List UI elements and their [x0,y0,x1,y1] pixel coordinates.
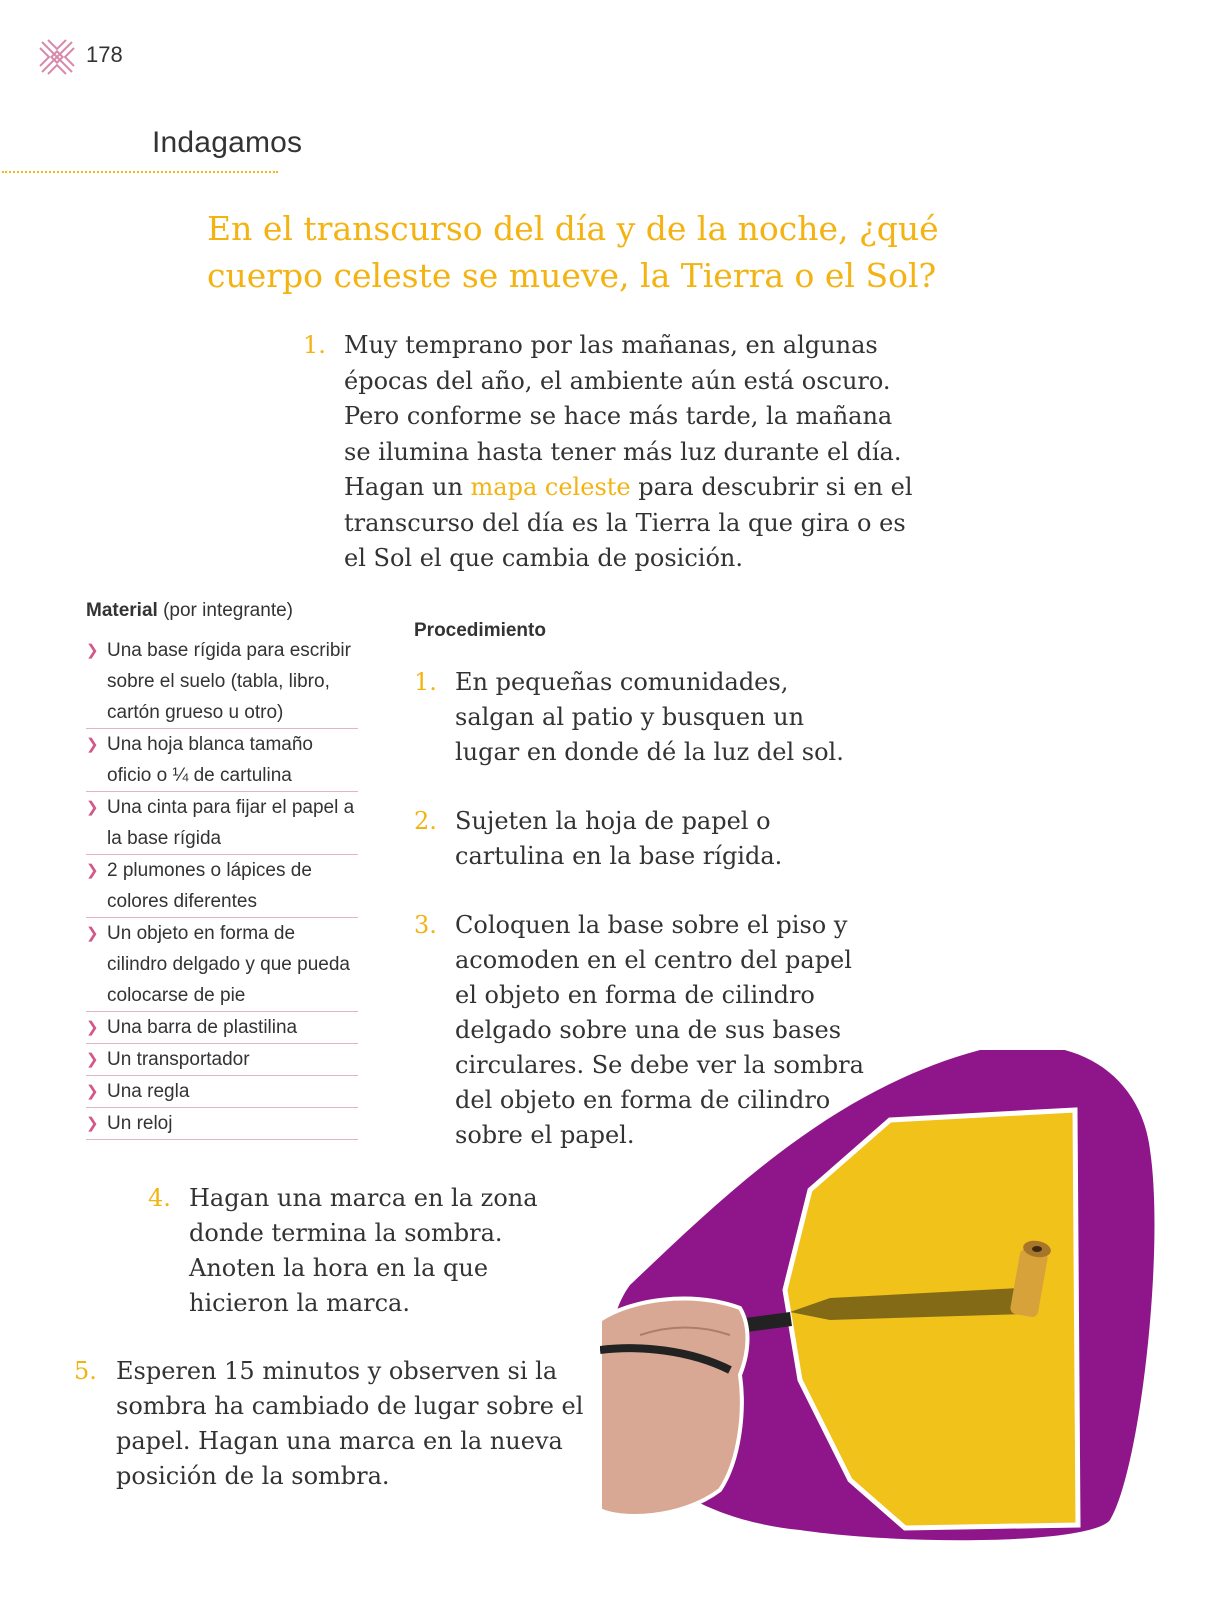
material-text: Un transportador [107,1049,250,1070]
step-number: 5. [74,1357,97,1385]
list-item [86,1108,358,1140]
step-number: 3. [414,911,437,939]
materials-heading [86,600,358,622]
intro-text-after: para descubrir si en el transcurso del día es la Tierra la que gira o es el Sol el que cambia de posición. [344,473,913,572]
procedure-step [74,1354,594,1494]
chevron-right-icon: ❯ [86,1115,99,1132]
chevron-right-icon: ❯ [86,642,99,659]
section-divider [2,171,278,173]
list-item [86,635,358,729]
material-text: 2 plumones o lápices de colores diferentes [107,860,312,912]
list-item [86,1076,358,1108]
intro-step-text [344,328,913,577]
chevron-right-icon: ❯ [86,1083,99,1100]
material-text: Una regla [107,1081,190,1102]
list-item [86,855,358,918]
step-number: 4. [148,1184,171,1212]
step-text: Coloquen la base sobre el piso y acomoden en el centro del papel el objeto en forma de cilindro delgado sobre una de sus bases circulares. Se debe ver la sombra del objeto en forma de cilindro sobre el papel. [455,911,864,1149]
intro-step-number: 1. [303,331,326,359]
procedure-heading: Procedimiento [414,620,546,641]
chevron-right-icon: ❯ [86,1051,99,1068]
list-item [86,792,358,855]
step-text: Hagan una marca en la zona donde termina la sombra. Anoten la hora en la que hicieron la marca. [189,1184,538,1317]
step-text: Esperen 15 minutos y observen si la sombra ha cambiado de lugar sobre el papel. Hagan una marca en la nueva posición de la sombra. [116,1357,584,1490]
material-text: Una hoja blanca tamaño oficio o ¼ de cartulina [107,734,313,786]
procedure-step [148,1181,568,1321]
procedure-step [414,908,874,1153]
material-text: Un objeto en forma de cilindro delgado y que pueda colocarse de pie [107,923,350,1006]
chevron-right-icon: ❯ [86,925,99,942]
procedure-step [414,804,864,874]
chevron-right-icon: ❯ [86,799,99,816]
intro-text-before: Muy temprano por las mañanas, en algunas épocas del año, el ambiente aún está oscuro. Pero conforme se hace más tarde, la mañana se ilumina hasta tener más luz durante el día. Hagan un [344,331,902,501]
chevron-right-icon: ❯ [86,862,99,879]
material-text: Una cinta para fijar el papel a la base rígida [107,797,355,849]
list-item [86,729,358,792]
page-number: 178 [86,42,123,67]
step-number: 2. [414,807,437,835]
glossary-term-highlight: mapa celeste [470,473,631,501]
guiding-question: En el transcurso del día y de la noche, ¿qué cuerpo celeste se mueve, la Tierra o el Sol? [207,209,939,295]
list-item [86,918,358,1012]
materials-box [86,600,358,1140]
materials-heading-rest: (por integrante) [157,600,293,621]
decorative-star-icon [38,38,76,76]
step-number: 1. [414,668,437,696]
intro-step [303,328,913,577]
chevron-right-icon: ❯ [86,736,99,753]
procedure-step [414,665,864,770]
material-text: Un reloj [107,1113,173,1134]
material-text: Una barra de plastilina [107,1017,298,1038]
chevron-right-icon: ❯ [86,1019,99,1036]
step-text: En pequeñas comunidades, salgan al patio y busquen un lugar en donde dé la luz del sol. [455,668,844,766]
list-item [86,1044,358,1076]
list-item [86,1012,358,1044]
material-text: Una base rígida para escribir sobre el suelo (tabla, libro, cartón grueso u otro) [107,640,351,723]
materials-heading-bold: Material [86,600,158,621]
materials-list [86,635,358,1140]
step-text: Sujeten la hoja de papel o cartulina en la base rígida. [455,807,783,870]
section-title: Indagamos [152,126,303,159]
